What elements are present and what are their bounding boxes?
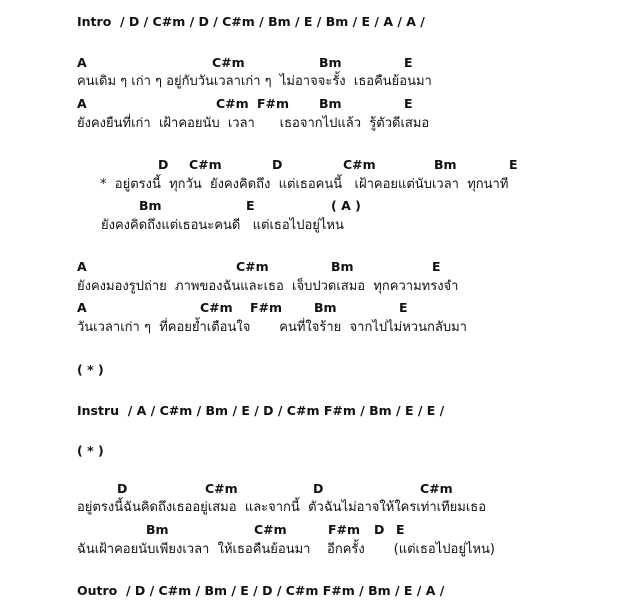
lyric-line: ยังคงคิดถึงแต่เธอนะคนดี แต่เธอไปอยู่ไหน [101, 218, 344, 233]
lyric-line: คนเดิม ๆ เก่า ๆ อยู่กับวันเวลาเก่า ๆ ไม่อาจจะรั้ง เธอคืนย้อนมา [77, 74, 432, 89]
chord: A [77, 55, 87, 70]
repeat-marker: ( * ) [77, 443, 104, 458]
chord: C#m [343, 157, 376, 172]
chord: D [374, 522, 385, 537]
chord: Bm [139, 198, 162, 213]
lyric-line: ฉันเฝ้าคอยนับเพียงเวลา ให้เธอคืนย้อนมา อีกครั้ง (แต่เธอไปอยู่ไหน) [77, 542, 495, 557]
chord: Bm [314, 300, 337, 315]
chord: E [432, 259, 441, 274]
chord: E [246, 198, 255, 213]
chord: C#m [200, 300, 233, 315]
chord: C#m [189, 157, 222, 172]
chord: F#m [250, 300, 283, 315]
chord: ( A ) [331, 198, 361, 213]
chord: F#m [257, 96, 290, 111]
chord: E [404, 96, 413, 111]
chord: C#m [254, 522, 287, 537]
chord: D [158, 157, 169, 172]
lyric-line: * อยู่ตรงนี้ ทุกวัน ยังคงคิดถึง แต่เธอคนนี้ เฝ้าคอยแต่นับเวลา ทุกนาที [100, 177, 509, 192]
outro-line: Outro / D / C#m / Bm / E / D / C#m F#m / Bm / E / A / [77, 583, 445, 598]
chord: Bm [319, 96, 342, 111]
lyric-line: อยู่ตรงนี้ฉันคิดถึงเธออยู่เสมอ และจากนี้ ตัวฉันไม่อาจให้ใครเท่าเทียมเธอ [77, 500, 487, 515]
chord: E [404, 55, 413, 70]
chord: Bm [146, 522, 169, 537]
instru-line: Instru / A / C#m / Bm / E / D / C#m F#m / Bm / E / E / [77, 403, 445, 418]
chord: E [509, 157, 518, 172]
chord: A [77, 259, 87, 274]
chord: C#m [205, 481, 238, 496]
chord: C#m [212, 55, 245, 70]
lyric-line: ยังคงยืนที่เก่า เฝ้าคอยนับ เวลา เธอจากไปแล้ว รู้ตัวดีเสมอ [77, 116, 430, 131]
chord: F#m [328, 522, 361, 537]
chord: C#m [236, 259, 269, 274]
chord: D [313, 481, 324, 496]
chord: Bm [331, 259, 354, 274]
chord: E [396, 522, 405, 537]
lyric-line: วันเวลาเก่า ๆ ที่คอยย้ำเตือนใจ คนที่ใจร้าย จากไปไม่หวนกลับมา [77, 320, 467, 335]
chord: C#m [420, 481, 453, 496]
chord: D [272, 157, 283, 172]
repeat-marker: ( * ) [77, 362, 104, 377]
chord: Bm [434, 157, 457, 172]
chord: E [399, 300, 408, 315]
lyric-line: ยังคงมองรูปถ่าย ภาพของฉันและเธอ เจ็บปวดเสมอ ทุกความทรงจำ [77, 279, 459, 294]
intro-line: Intro / D / C#m / D / C#m / Bm / E / Bm / E / A / A / [77, 14, 425, 29]
chord: A [77, 300, 87, 315]
chord: A [77, 96, 87, 111]
chord: Bm [319, 55, 342, 70]
chord: D [117, 481, 128, 496]
chord: C#m [216, 96, 249, 111]
